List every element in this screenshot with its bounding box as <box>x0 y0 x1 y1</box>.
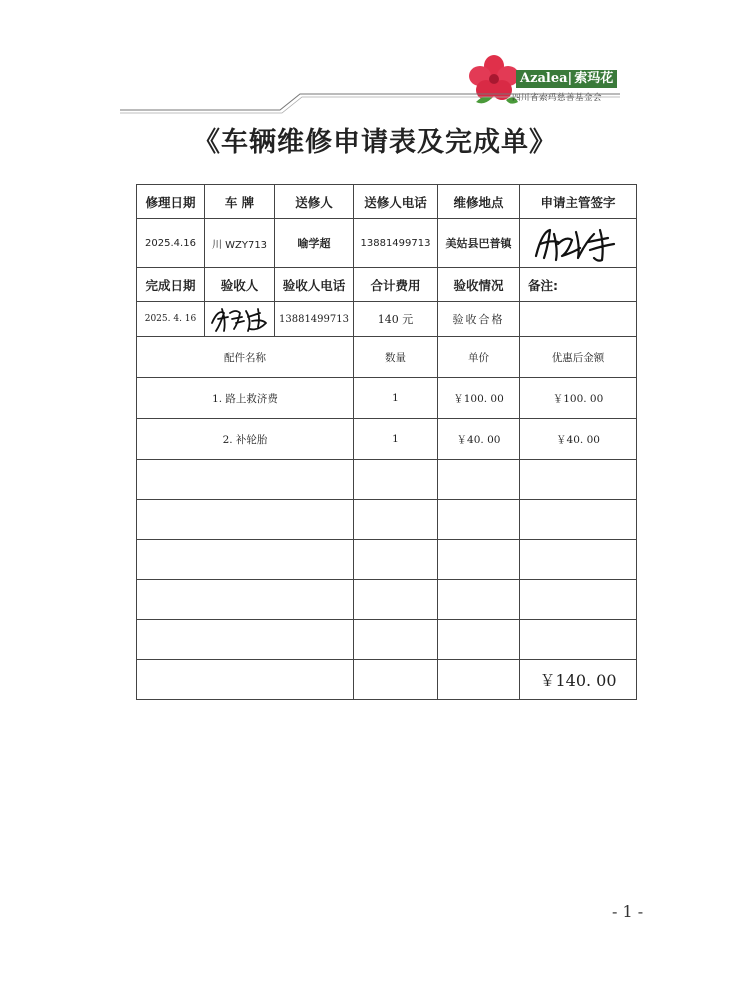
blank-row <box>137 460 637 500</box>
part-discounted: ￥40. 00 <box>520 419 637 460</box>
blank-row <box>137 620 637 660</box>
header-supervisor-signature: 申请主管签字 <box>520 185 637 219</box>
table-row <box>137 419 637 460</box>
part-name: 2. 补轮胎 <box>137 419 354 460</box>
blank-row <box>137 580 637 620</box>
sender-phone-value: 13881499713 <box>354 219 438 268</box>
logo-title: Azalea| 索玛花 <box>516 70 617 88</box>
value-row-1 <box>137 219 637 268</box>
header-sender: 送修人 <box>275 185 354 219</box>
repair-date-value: 2025.4.16 <box>137 219 205 268</box>
part-discounted: ￥100. 00 <box>520 378 637 419</box>
part-name: 1. 路上救济费 <box>137 378 354 419</box>
header-divider <box>0 88 750 118</box>
remarks-value <box>520 302 637 337</box>
logo-organization: 四川省索玛慈善基金会 <box>512 93 603 103</box>
page-number: - 1 - <box>612 902 644 921</box>
part-qty: 1 <box>354 419 438 460</box>
table-row <box>137 378 637 419</box>
supervisor-signature-cell <box>520 219 637 268</box>
inspection-status-value: 验收合格 <box>438 302 520 337</box>
document-title: 《车辆维修申请表及完成单》 <box>193 127 557 158</box>
blank-row <box>137 500 637 540</box>
repair-form-table <box>136 184 637 700</box>
inspector-signature-cell <box>205 302 275 337</box>
header-total-cost: 合计费用 <box>354 268 438 302</box>
header-inspection-status: 验收情况 <box>438 268 520 302</box>
parts-header-discounted: 优惠后金额 <box>520 337 637 378</box>
header-remarks: 备注: <box>520 268 637 302</box>
header-finish-date: 完成日期 <box>137 268 205 302</box>
total-cost-value: 140 元 <box>354 302 438 337</box>
header-sender-phone: 送修人电话 <box>354 185 438 219</box>
grand-total-value: ￥140. 00 <box>520 660 637 700</box>
supervisor-signature-image <box>528 222 628 264</box>
finish-date-value: 2025. 4. 16 <box>137 302 205 337</box>
logo-english-name: Azalea <box>520 71 568 86</box>
sender-value: 喻学超 <box>275 219 354 268</box>
header-inspector: 验收人 <box>205 268 275 302</box>
inspector-signature-image <box>208 303 272 335</box>
header-row-1 <box>137 185 637 219</box>
inspector-phone-value: 13881499713 <box>275 302 354 337</box>
header-inspector-phone: 验收人电话 <box>275 268 354 302</box>
parts-header-unit-price: 单价 <box>438 337 520 378</box>
part-unit-price: ￥100. 00 <box>438 378 520 419</box>
logo-chinese-name: 索玛花 <box>574 71 614 86</box>
header-location: 维修地点 <box>438 185 520 219</box>
blank-row <box>137 540 637 580</box>
parts-header-row <box>137 337 637 378</box>
header-plate: 车 牌 <box>205 185 275 219</box>
value-row-2 <box>137 302 637 337</box>
location-value: 美姑县巴普镇 <box>438 219 520 268</box>
plate-value: 川 WZY713 <box>205 219 275 268</box>
header-repair-date: 修理日期 <box>137 185 205 219</box>
part-qty: 1 <box>354 378 438 419</box>
parts-header-qty: 数量 <box>354 337 438 378</box>
parts-header-name: 配件名称 <box>137 337 354 378</box>
total-row <box>137 660 637 700</box>
part-unit-price: ￥40. 00 <box>438 419 520 460</box>
header-row-2 <box>137 268 637 302</box>
